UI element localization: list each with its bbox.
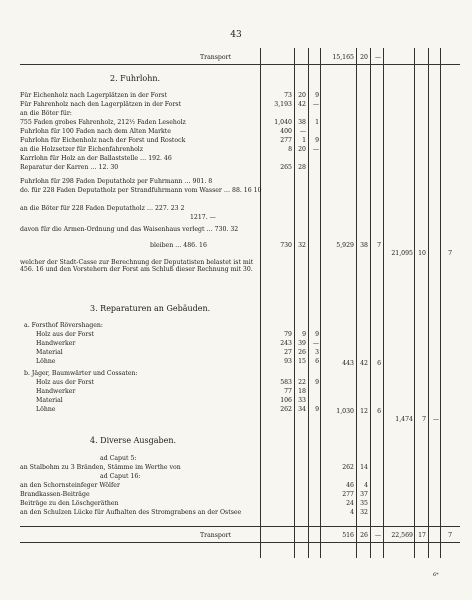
amount: 28 — [298, 164, 306, 171]
rule — [20, 542, 460, 543]
section-heading-3: 3. Reparaturen an Gebäuden. — [90, 304, 211, 313]
subtotal: 6 — [377, 408, 381, 415]
amount: — — [312, 340, 319, 347]
amount: — — [312, 146, 319, 153]
amount: 243 — [280, 340, 292, 347]
transport-amount: 516 — [342, 532, 354, 539]
amount: 15 — [298, 358, 306, 365]
column-rule — [260, 48, 261, 558]
line-item: Handwerker — [36, 340, 76, 347]
amount: 34 — [298, 406, 306, 413]
transport-sum: 17 — [418, 532, 426, 539]
amount: 9 — [315, 379, 319, 386]
line-item: Für Fahrenholz nach den Lagerplätzen in der Forst — [20, 101, 182, 108]
line-item: Holz aus der Forst — [36, 331, 94, 338]
section-sum: — — [432, 416, 439, 423]
dep-line: davon für die Armen-Ordnung und das Waisenhaus verlegt … 730. 32 — [20, 226, 239, 233]
transport-amount: 26 — [360, 532, 368, 539]
amount: 26 — [298, 349, 306, 356]
line-item: Fuhrlohn für 100 Faden nach dem Alten Markte — [20, 128, 171, 135]
line-item: Reparatur der Karren … 12. 30 — [20, 164, 119, 171]
amount: — — [312, 101, 319, 108]
dep-line: do. für 228 Faden Deputatholz per Strandfuhrmann vom Wasser … 88. 16 10 — [20, 187, 262, 194]
transport-label: Transport — [200, 532, 232, 539]
rule — [20, 526, 460, 527]
line-item: Fuhrlohn für Eichenholz nach der Forst und Rostock — [20, 137, 186, 144]
page-number: 43 — [230, 30, 242, 40]
transport-sum: 22,569 — [391, 532, 413, 539]
line-item: Material — [36, 397, 63, 404]
line-item: an den Schulzen Lücke für Aufhalten des Stromgrabens an der Ostsee — [20, 509, 242, 516]
column-rule — [414, 48, 415, 558]
transport-amount: — — [374, 532, 381, 539]
caput-label: ad Caput 16: — [100, 473, 141, 480]
dep-line: an die Böter für 228 Faden Deputatholz … 227. 23 2 — [20, 205, 185, 212]
transport-sub: 20 — [360, 54, 368, 61]
total-amount: 38 — [360, 242, 368, 249]
amount: 20 — [298, 92, 306, 99]
line-item: Handwerker — [36, 388, 76, 395]
transport-sum: 15,165 — [332, 54, 354, 61]
amount: 265 — [280, 164, 292, 171]
amount: 4 — [364, 482, 368, 489]
subtotal: 12 — [360, 408, 368, 415]
amount: 9 — [315, 137, 319, 144]
subsection-title: a. Forsthof Rövershagen: — [24, 322, 103, 329]
amount: 9 — [315, 331, 319, 338]
subtotal: 443 — [342, 360, 354, 367]
amount: 262 — [280, 406, 292, 413]
caput-label: ad Caput 5: — [100, 455, 137, 462]
amount: 1,040 — [274, 119, 292, 126]
amount: 79 — [284, 331, 292, 338]
total-amount: 7 — [377, 242, 381, 249]
section-sum: 7 — [422, 416, 426, 423]
amount: 22 — [298, 379, 306, 386]
total-amount: 5,929 — [336, 242, 354, 249]
column-rule — [383, 48, 384, 558]
signature-mark: 6* — [433, 572, 439, 578]
line-item: Karrlohn für Holz an der Ballaststelle … 192. 46 — [20, 155, 172, 162]
line-item: an Stalbohm zu 3 Bränden, Stämme im Werthe von — [20, 464, 181, 471]
column-rule — [370, 48, 371, 558]
line-item: Löhne — [36, 358, 56, 365]
amount: 4 — [350, 509, 354, 516]
dep-line: bleiben … 486. 16 — [150, 242, 207, 249]
amount: 14 — [360, 464, 368, 471]
section-sum: 7 — [448, 250, 452, 257]
amount: 46 — [346, 482, 354, 489]
line-item: an den Schornsteinfeger Wölfer — [20, 482, 120, 489]
amount: 24 — [346, 500, 354, 507]
amount: 106 — [280, 397, 292, 404]
subsection-title: b. Jäger, Baumwärter und Cossaten: — [24, 370, 138, 377]
amount: 9 — [302, 331, 306, 338]
line-item: 755 Faden grobes Fahrenholz, 212½ Faden Leseholz — [20, 119, 186, 126]
line-item: Brandkassen-Beiträge — [20, 491, 90, 498]
subtotal: 1,030 — [336, 408, 354, 415]
line-item: Holz aus der Forst — [36, 379, 94, 386]
amount: 32 — [360, 509, 368, 516]
amount: 3 — [315, 349, 319, 356]
amount: 33 — [298, 397, 306, 404]
line-item: Löhne — [36, 406, 56, 413]
transport-sum: 7 — [448, 532, 452, 539]
amount: 9 — [315, 406, 319, 413]
amount: 73 — [284, 92, 292, 99]
column-rule — [320, 48, 321, 558]
dep-line: Fuhrlohn für 298 Faden Deputatholz per Fuhrmann … 901. 8 — [20, 178, 213, 185]
note: welcher der Stadt-Casse zur Berechnung der Deputatisten belastet ist mit 456. 16 und den Vorstehern der Forst am Schluß dieser Rechnung mit 30. — [20, 259, 254, 273]
amount: 38 — [298, 119, 306, 126]
amount: 18 — [298, 388, 306, 395]
transport-label: Transport — [200, 54, 232, 61]
amount: 39 — [298, 340, 306, 347]
amount: 6 — [315, 358, 319, 365]
line-item: Material — [36, 349, 63, 356]
section-heading-4: 4. Diverse Ausgaben. — [90, 436, 177, 445]
line-item: Beiträge zu den Löschgeräthen — [20, 500, 119, 507]
amount: 9 — [315, 92, 319, 99]
amount: 400 — [280, 128, 292, 135]
section-sum: 1,474 — [395, 416, 413, 423]
dep-amount: 730 — [280, 242, 292, 249]
column-rule — [440, 48, 441, 558]
amount: 8 — [288, 146, 292, 153]
line-item: an die Holzsetzer für Eichenfahrenholz — [20, 146, 144, 153]
amount: 37 — [360, 491, 368, 498]
amount: 277 — [342, 491, 354, 498]
amount: 583 — [280, 379, 292, 386]
amount: 277 — [280, 137, 292, 144]
amount: 1 — [315, 119, 319, 126]
column-rule — [428, 48, 429, 558]
subtotal: 6 — [377, 360, 381, 367]
amount: 3,193 — [274, 101, 292, 108]
section-sum: 21,095 — [391, 250, 413, 257]
subtotal: 42 — [360, 360, 368, 367]
amount: 1 — [302, 137, 306, 144]
amount: 20 — [298, 146, 306, 153]
line-item: Für Eichenholz nach Lagerplätzen in der Forst — [20, 92, 167, 99]
amount: 77 — [284, 388, 292, 395]
section-sum: 10 — [418, 250, 426, 257]
amount: 93 — [284, 358, 292, 365]
amount: 35 — [360, 500, 368, 507]
dep-amount: 32 — [298, 242, 306, 249]
dep-line: 1217. — — [190, 214, 216, 221]
amount: 262 — [342, 464, 354, 471]
line-item: an die Böter für: — [20, 110, 72, 117]
amount: 27 — [284, 349, 292, 356]
section-heading-2: 2. Fuhrlohn. — [110, 74, 161, 83]
rule — [20, 64, 460, 65]
amount: 42 — [298, 101, 306, 108]
amount: — — [299, 128, 306, 135]
transport-dash: — — [374, 54, 381, 61]
